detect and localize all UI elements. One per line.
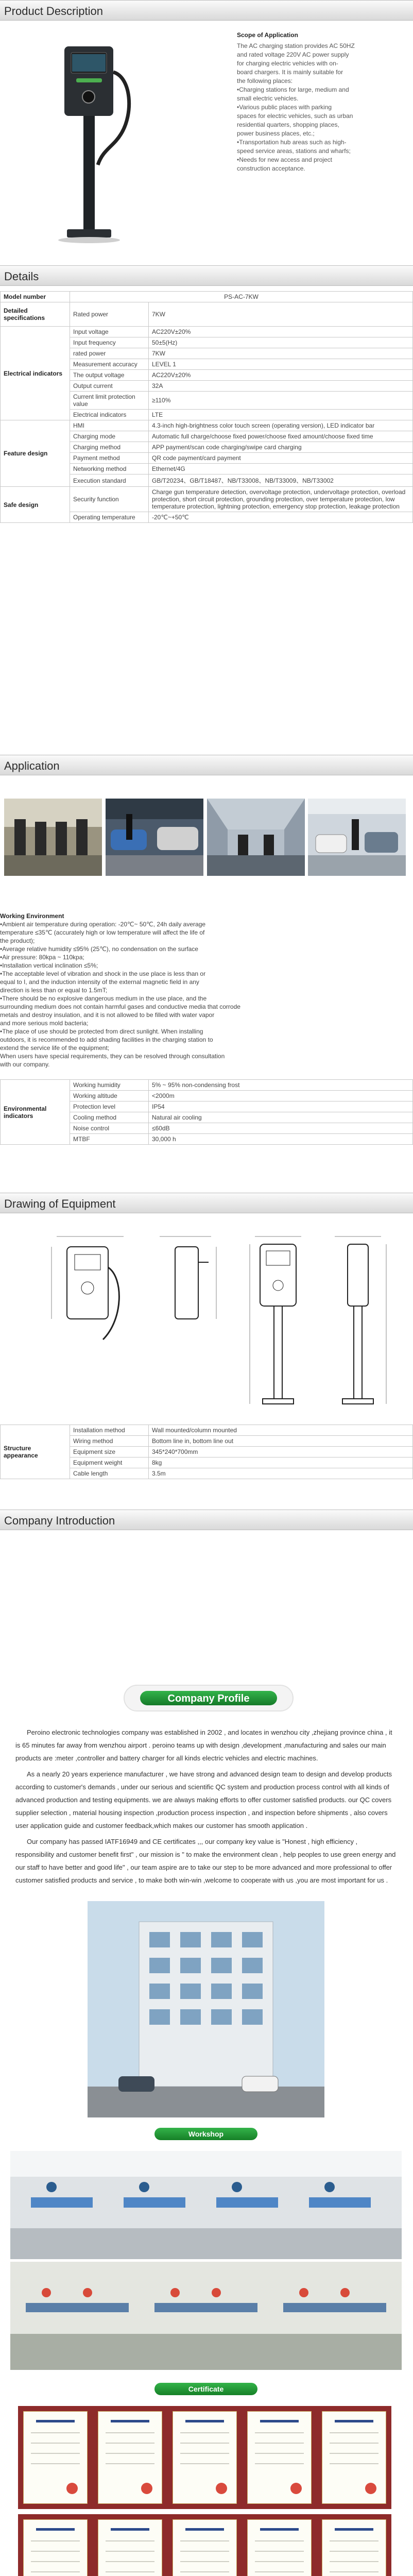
application-photo-carpark	[308, 799, 406, 876]
work-env-line: •Average relative humidity ≤95% (25℃), no condensation on the surface	[0, 945, 198, 953]
spec-category: Electrical indicators	[1, 327, 70, 420]
section-title: Company Introduction	[4, 1514, 115, 1527]
spec-label: Noise control	[70, 1123, 149, 1134]
scope-title: Scope of Application	[237, 31, 298, 39]
work-env-line: extend the service life of the equipment;	[0, 1044, 110, 1052]
certificate-banner: Certificate	[154, 2383, 257, 2395]
spec-category: Detailed specifications	[1, 302, 70, 327]
environmental-table	[0, 1079, 413, 1145]
spec-label: The output voltage	[70, 370, 149, 381]
spec-label: Measurement accuracy	[70, 359, 149, 370]
scope-line: residential quarters, shopping places,	[237, 121, 339, 128]
scope-line: speed service areas, stations and wharfs;	[237, 147, 351, 155]
workshop-photo-2	[10, 2262, 402, 2370]
application-photo-parking	[4, 799, 102, 876]
scope-line: for charging electric vehicles with on-	[237, 60, 338, 67]
spec-value: AC220V±20%	[149, 370, 413, 381]
product-description-header	[0, 0, 413, 21]
application-photo-underground	[207, 799, 305, 876]
spec-category: Environmental indicators	[1, 1080, 70, 1145]
spec-value: 32A	[149, 381, 413, 392]
spec-value: GB/T20234、GB/T18487、NB/T33008、NB/T33009、NB/T33002	[149, 474, 413, 487]
spec-value: 3.5m	[149, 1468, 413, 1479]
drawing-pillar-side	[324, 1231, 391, 1417]
intro-paragraph: As a nearly 20 years experience manufacturer , we have strong and advanced design team to design and develop products according to customer's demands , under our serious and scientific QC system and production process control with all kinds of advanced production and testing equipments. we are always making efforts to offer customer satisfied products. our QC covers supplier selection , material housing inspection ,production process inspection , and inspection before shipments , also covers user application guide and customer feedback,which makes our customer has smooth application .	[15, 1770, 392, 1829]
spec-label: Security function	[70, 487, 149, 512]
work-env-line: •There should be no explosive dangerous medium in the use place, and the	[0, 995, 207, 1002]
scope-line: •Charging stations for large, medium and	[237, 86, 349, 93]
spec-label: Protection level	[70, 1101, 149, 1112]
spec-label: Working humidity	[70, 1080, 149, 1091]
working-environment	[0, 912, 412, 1069]
certificate-image	[18, 2406, 93, 2509]
work-env-line: temperature ≤35℃ (accurately high or low temperature will affect the life of	[0, 929, 205, 936]
spec-label: Installation method	[70, 1425, 149, 1436]
structure-table	[0, 1425, 413, 1479]
work-env-line: •Ambient air temperature during operation: -20℃~ 50℃, 24h daily average	[0, 921, 206, 928]
scope-line: small electric vehicles.	[237, 95, 299, 102]
spec-label: Execution standard	[70, 474, 149, 487]
work-env-line: •Air pressure: 80kpa ~ 110kpa;	[0, 954, 84, 961]
spec-category: Safe design	[1, 487, 70, 523]
spec-value: ≥110%	[149, 392, 413, 410]
drawing-front-view	[46, 1231, 134, 1417]
spec-label: Operating temperature	[70, 512, 149, 523]
work-env-line: •Installation vertical inclination ≤5%;	[0, 962, 98, 969]
spec-label: Cooling method	[70, 1112, 149, 1123]
company-building-photo	[88, 1901, 324, 2117]
work-env-line: the product);	[0, 937, 35, 944]
spec-value: APP payment/scan code charging/swipe card charging	[149, 442, 413, 453]
scope-line: board chargers. It is mainly suitable for	[237, 69, 343, 76]
table-row	[1, 1425, 413, 1436]
company-profile-banner	[124, 1685, 294, 1711]
spec-value: ≤60dB	[149, 1123, 413, 1134]
scope-line: •Needs for new access and project	[237, 156, 332, 163]
section-title: Details	[4, 270, 39, 283]
spec-label: Current limit protection value	[70, 392, 149, 410]
spec-label: Payment method	[70, 453, 149, 464]
work-env-title: Working Environment	[0, 912, 64, 920]
spec-label: Charging mode	[70, 431, 149, 442]
spec-value: LTE	[149, 410, 413, 420]
spec-label: Input frequency	[70, 337, 149, 348]
spec-label: Cable length	[70, 1468, 149, 1479]
spec-label: Output current	[70, 381, 149, 392]
work-env-line: metals and destroy insulation, and it is not allowed to be filled with water vapor	[0, 1011, 215, 1019]
details-header	[0, 265, 413, 286]
intro-paragraph: Peroino electronic technologies company was established in 2002 , and locates in wenzhou city ,zhejiang province china , it is 65 minutes far away from wenzhou airport . peroino teams up with design ,development ,manufacturing and sales our main products are :meter ,controller and battery charger for all kinds electric vehicles and electric machines.	[15, 1728, 392, 1762]
work-env-line: direction is less than or equal to 1.5mT;	[0, 987, 108, 994]
spec-value: 30,000 h	[149, 1134, 413, 1145]
table-row	[1, 292, 413, 302]
table-row	[1, 1080, 413, 1091]
charger-pillar-image	[36, 41, 160, 247]
scope-line: •Various public places with parking	[237, 104, 332, 111]
work-env-line: When users have special requirements, they can be resolved through consultation	[0, 1053, 225, 1060]
company-header	[0, 1510, 413, 1530]
work-env-line: •The acceptable level of vibration and shock in the use place is less than or	[0, 970, 206, 977]
spec-label: Electrical indicators	[70, 410, 149, 420]
spec-value: IP54	[149, 1101, 413, 1112]
scope-line: construction acceptance.	[237, 165, 305, 172]
spec-label: Charging method	[70, 442, 149, 453]
drawing-header	[0, 1193, 413, 1213]
spec-label: Input voltage	[70, 327, 149, 337]
spec-value: 5% ~ 95% non-condensing frost	[149, 1080, 413, 1091]
spec-category: Model number	[1, 292, 70, 302]
spec-value: 50±5(Hz)	[149, 337, 413, 348]
table-row	[1, 420, 413, 431]
work-env-line: and more serious mold bacteria;	[0, 1020, 89, 1027]
work-env-line: •The place of use should be protected from direct sunlight. When installing	[0, 1028, 203, 1035]
spec-value: AC220V±20%	[149, 327, 413, 337]
work-env-line: with our company.	[0, 1061, 50, 1068]
scope-of-application	[237, 31, 391, 173]
spec-value: Natural air cooling	[149, 1112, 413, 1123]
spec-value: Charge gun temperature detection, overvoltage protection, undervoltage protection, overload protection, short circuit protection, grounding protection, over temperature protection, low temperature protection, lightning protection, emergency stop protection, leakage protection	[149, 487, 413, 512]
spec-label: Working altitude	[70, 1091, 149, 1101]
certificate-image	[18, 2514, 93, 2576]
spec-table	[0, 291, 413, 523]
spec-value: Wall mounted/column mounted	[149, 1425, 413, 1436]
certificate-image	[242, 2514, 317, 2576]
scope-line: power business places, etc.;	[237, 130, 315, 137]
spec-label: Networking method	[70, 464, 149, 474]
certificate-image	[317, 2406, 391, 2509]
scope-line: and rated voltage 220V AC power supply	[237, 51, 349, 58]
certificate-image	[93, 2406, 167, 2509]
intro-paragraph: Our company has passed IATF16949 and CE certificates ,,, our company key value is "Honest , high efficiency , responsibility and customer benefit first" , our mission is " to make the environment clean , help peoples to use green energy and our staff to have better and good life" , our team aspire are to take our step to be more advanced and more professional to offer customer satisfied products and service , to make both win-win ,welcome to cooperate with us ,you are most important for us .	[15, 1838, 396, 1884]
spec-value: PS-AC-7KW	[70, 292, 413, 302]
spec-value: 7KW	[149, 302, 413, 327]
scope-line: the following places:	[237, 77, 293, 84]
scope-line: spaces for electric vehicles, such as urban	[237, 112, 353, 120]
section-title: Product Description	[4, 5, 103, 18]
certificate-image	[167, 2514, 242, 2576]
certificate-image	[93, 2514, 167, 2576]
application-header	[0, 755, 413, 775]
spec-value: Ethernet/4G	[149, 464, 413, 474]
certificate-image	[242, 2406, 317, 2509]
spec-value: 8kg	[149, 1458, 413, 1468]
drawing-pillar-front	[245, 1231, 312, 1417]
spec-value: Bottom line in, bottom line out	[149, 1436, 413, 1447]
spec-label: rated power	[70, 348, 149, 359]
company-profile-title: Company Profile	[140, 1691, 277, 1705]
spec-value: Automatic full charge/choose fixed power/choose fixed amount/choose fixed time	[149, 431, 413, 442]
spec-category: Feature design	[1, 420, 70, 487]
spec-label: Equipment weight	[70, 1458, 149, 1468]
workshop-photo-1	[10, 2151, 402, 2259]
work-env-line: surrounding medium does not contain harmful gases and conductive media that corrode	[0, 1003, 240, 1010]
drawing-side-view	[149, 1231, 227, 1417]
table-row	[1, 327, 413, 337]
scope-line: •Transportation hub areas such as high-	[237, 139, 347, 146]
spec-label: Equipment size	[70, 1447, 149, 1458]
spec-label: Rated power	[70, 302, 149, 327]
spec-value: QR code payment/card payment	[149, 453, 413, 464]
spec-value: <2000m	[149, 1091, 413, 1101]
section-title: Application	[4, 759, 60, 772]
spec-label: Wiring method	[70, 1436, 149, 1447]
spec-value: 4.3-inch high-brightness color touch screen (operating version), LED indicator bar	[149, 420, 413, 431]
application-photo-garage	[106, 799, 203, 876]
spec-label: HMI	[70, 420, 149, 431]
table-row	[1, 487, 413, 512]
table-row	[1, 302, 413, 327]
spec-value: 345*240*700mm	[149, 1447, 413, 1458]
spec-category: Structure appearance	[1, 1425, 70, 1479]
section-title: Drawing of Equipment	[4, 1197, 116, 1210]
spec-value: -20℃~+50℃	[149, 512, 413, 523]
spec-value: LEVEL 1	[149, 359, 413, 370]
work-env-line: outdoors, it is recommended to add shading facilities in the charging station to	[0, 1036, 213, 1043]
scope-line: The AC charging station provides AC 50HZ	[237, 42, 355, 49]
work-env-line: equal to I, and the induction intensity of the external magnetic field in any	[0, 978, 199, 986]
workshop-banner: Workshop	[154, 2128, 257, 2140]
certificate-image	[317, 2514, 391, 2576]
spec-label: MTBF	[70, 1134, 149, 1145]
company-intro-text	[15, 1726, 398, 1890]
spec-value: 7KW	[149, 348, 413, 359]
certificate-image	[167, 2406, 242, 2509]
